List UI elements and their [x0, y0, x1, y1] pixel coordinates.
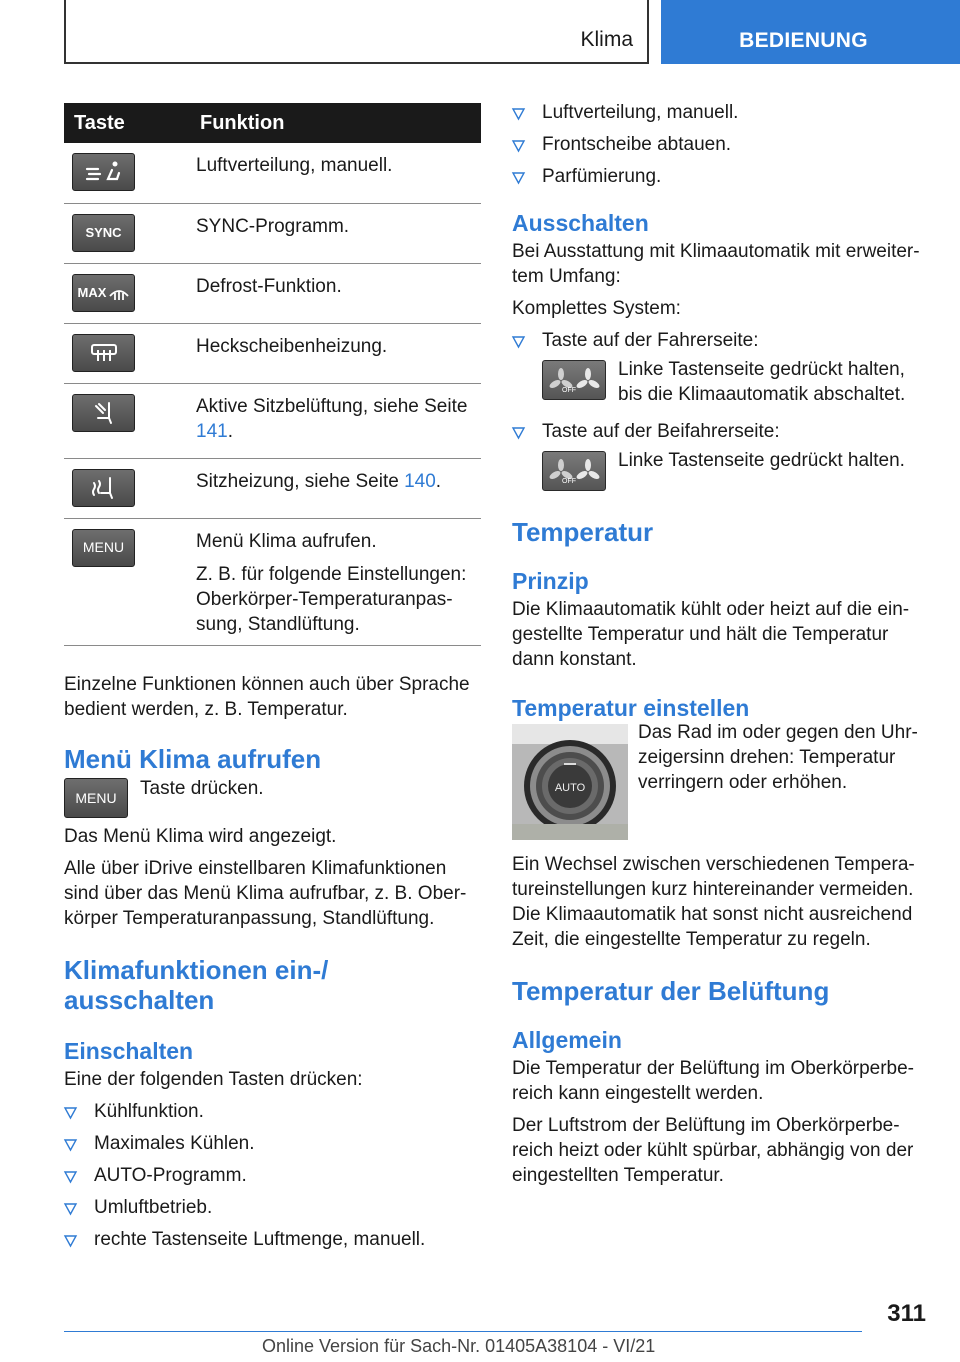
row-text	[196, 394, 481, 444]
bullet-triangle-icon	[64, 1171, 77, 1183]
row-text: Menü Klima aufrufen.	[196, 530, 377, 552]
heading-principle: Prinzip	[512, 568, 589, 594]
table-row	[64, 323, 481, 383]
list-item: Taste auf der Fahrerseite: OFF Linke Tastenseite gedrückt halten, bis die Klimaautomatik abschaltet.	[512, 328, 932, 407]
list-item: Luftverteilung, manuell.	[512, 100, 932, 125]
row-text: Heckscheibenheizung.	[196, 335, 388, 357]
list-item: AUTO-Programm.	[64, 1163, 481, 1188]
passenger-off-detail	[542, 451, 932, 491]
col-header-function: Funktion	[186, 103, 481, 143]
page-number: 311	[887, 1300, 926, 1327]
bullet-triangle-icon	[64, 1139, 77, 1151]
fan-off-key-icon	[542, 360, 606, 400]
menu-shown-text: Das Menü Klima wird angezeigt.	[64, 825, 337, 847]
list-item: rechte Tastenseite Luftmenge, manuell.	[64, 1227, 481, 1252]
svg-text:OFF: OFF	[562, 387, 576, 394]
row-text-before: Aktive Sitzbelüftung, siehe Seite	[196, 395, 468, 417]
press-key-text: Taste drücken.	[140, 777, 264, 799]
row-text-before: Sitzheizung, siehe Seite	[196, 470, 405, 492]
max-defrost-icon	[72, 274, 135, 312]
heading-temperature: Temperatur	[512, 517, 654, 547]
max-key-label: MAX	[77, 285, 107, 300]
principle-text: Die Klimaautomatik kühlt oder heizt auf die ein-gestellte Temperatur und hält die Temperatur dann konstant.	[512, 599, 910, 670]
set-temperature-text: Das Rad im oder gegen den Uhr-zeigersinn drehen: Temperatur verringern oder erhöhen.	[638, 722, 918, 793]
row-text-detail: Z. B. für folgende Einstellungen: Oberkörper-Temperaturanpas-sung, Standlüftung.	[196, 563, 467, 635]
temperature-knob-photo	[512, 724, 628, 840]
air-distribution-icon	[72, 153, 135, 191]
general-text-1: Die Temperatur der Belüftung im Oberkörperbe-reich kann eingestellt werden.	[512, 1058, 915, 1104]
bullet-triangle-icon	[64, 1235, 77, 1247]
bullet-triangle-icon	[512, 336, 525, 348]
table-row	[64, 518, 481, 645]
rear-window-heating-icon	[72, 334, 135, 372]
left-column	[64, 103, 481, 1252]
passenger-off-text: Linke Tastenseite gedrückt halten.	[618, 450, 905, 471]
heading-general: Allgemein	[512, 1027, 622, 1053]
list-item: Taste auf der Beifahrerseite: OFF Linke Tastenseite gedrückt halten.	[512, 419, 932, 491]
menu-key-icon: MENU	[72, 529, 135, 567]
heading-climate-on-off: Klimafunktionen ein-/ ausschalten	[64, 954, 329, 1015]
general-text-2: Der Luftstrom der Belüftung im Oberkörperbe-reich heizt oder kühlt spürbar, abhängig von der eingestellten Temperatur.	[512, 1115, 914, 1186]
row-text: Defrost-Funktion.	[196, 275, 342, 297]
page-link-141[interactable]: 141	[196, 420, 228, 442]
switch-off-text: Bei Ausstattung mit Klimaautomatik mit erweiter-tem Umfang:	[512, 241, 920, 287]
table-header-row	[64, 103, 481, 143]
key-function-table	[64, 103, 481, 646]
driver-off-text: Linke Tastenseite gedrückt halten, bis die Klimaautomatik abschaltet.	[618, 359, 906, 405]
svg-text:OFF: OFF	[562, 478, 576, 485]
list-item: Frontscheibe abtauen.	[512, 132, 932, 157]
right-column	[512, 100, 932, 1188]
heading-menu-climate: Menü Klima aufrufen	[64, 743, 322, 774]
bullet-triangle-icon	[512, 140, 525, 152]
voice-control-note: Einzelne Funktionen können auch über Sprache bedient werden, z. B. Temperatur.	[64, 673, 470, 720]
list-item: Maximales Kühlen.	[64, 1131, 481, 1156]
table-row	[64, 383, 481, 458]
header-chapter-box	[64, 0, 649, 64]
list-item: Umluftbetrieb.	[64, 1195, 481, 1220]
bullet-triangle-icon	[512, 108, 525, 120]
row-text	[196, 469, 481, 494]
chapter-title: Klima	[580, 28, 633, 51]
footer-divider	[64, 1331, 862, 1332]
heading-ventilation-temperature: Temperatur der Belüftung	[512, 976, 830, 1006]
fan-off-key-icon	[542, 451, 606, 491]
page-link-140[interactable]: 140	[404, 470, 436, 492]
row-text-after: .	[435, 470, 442, 492]
switch-on-intro: Eine der folgenden Tasten drücken:	[64, 1068, 363, 1090]
switch-on-list	[64, 1099, 481, 1252]
bullet-triangle-icon	[512, 172, 525, 184]
table-row	[64, 143, 481, 203]
row-text: Luftverteilung, manuell.	[196, 155, 393, 176]
table-row	[64, 203, 481, 263]
row-text: SYNC-Programm.	[196, 215, 350, 237]
row-text-after: .	[227, 420, 233, 442]
switch-on-list-continued	[512, 100, 932, 189]
menu-key-icon: MENU	[64, 778, 128, 818]
complete-system-label: Komplettes System:	[512, 298, 681, 319]
seat-ventilation-icon	[72, 394, 135, 432]
bullet-triangle-icon	[64, 1107, 77, 1119]
heading-switch-on: Einschalten	[64, 1037, 194, 1064]
menu-press-block	[64, 776, 481, 818]
heading-switch-off: Ausschalten	[512, 210, 649, 236]
col-header-key: Taste	[64, 103, 186, 143]
heading-set-temperature: Temperatur einstellen	[512, 695, 750, 721]
menu-info-text: Alle über iDrive einstellbaren Klimafunktionen sind über das Menü Klima aufrufbar, z. B. Ober-körper Temperaturanpassung, Standlüftung.	[64, 857, 467, 929]
section-tab: BEDIENUNG	[661, 0, 960, 64]
set-temperature-note: Ein Wechsel zwischen verschiedenen Tempera-tureinstellungen kurz hintereinander vermeiden. Die Klimaautomatik hat sonst nicht ausreichend Zeit, die eingestellte Temperatur zu regeln.	[512, 854, 915, 950]
table-row	[64, 263, 481, 323]
bullet-triangle-icon	[512, 427, 525, 439]
switch-off-list	[512, 328, 932, 491]
list-item: Kühlfunktion.	[64, 1099, 481, 1124]
sync-key-icon: SYNC	[72, 214, 135, 252]
footer-version-text: Online Version für Sach-Nr. 01405A38104 - VI/21	[262, 1336, 656, 1356]
svg-text:AUTO: AUTO	[554, 782, 586, 794]
set-temperature-block	[512, 724, 932, 840]
driver-off-detail	[542, 360, 932, 407]
seat-heating-icon	[72, 469, 135, 507]
list-item: Parfümierung.	[512, 164, 932, 189]
table-row	[64, 458, 481, 518]
bullet-triangle-icon	[64, 1203, 77, 1215]
